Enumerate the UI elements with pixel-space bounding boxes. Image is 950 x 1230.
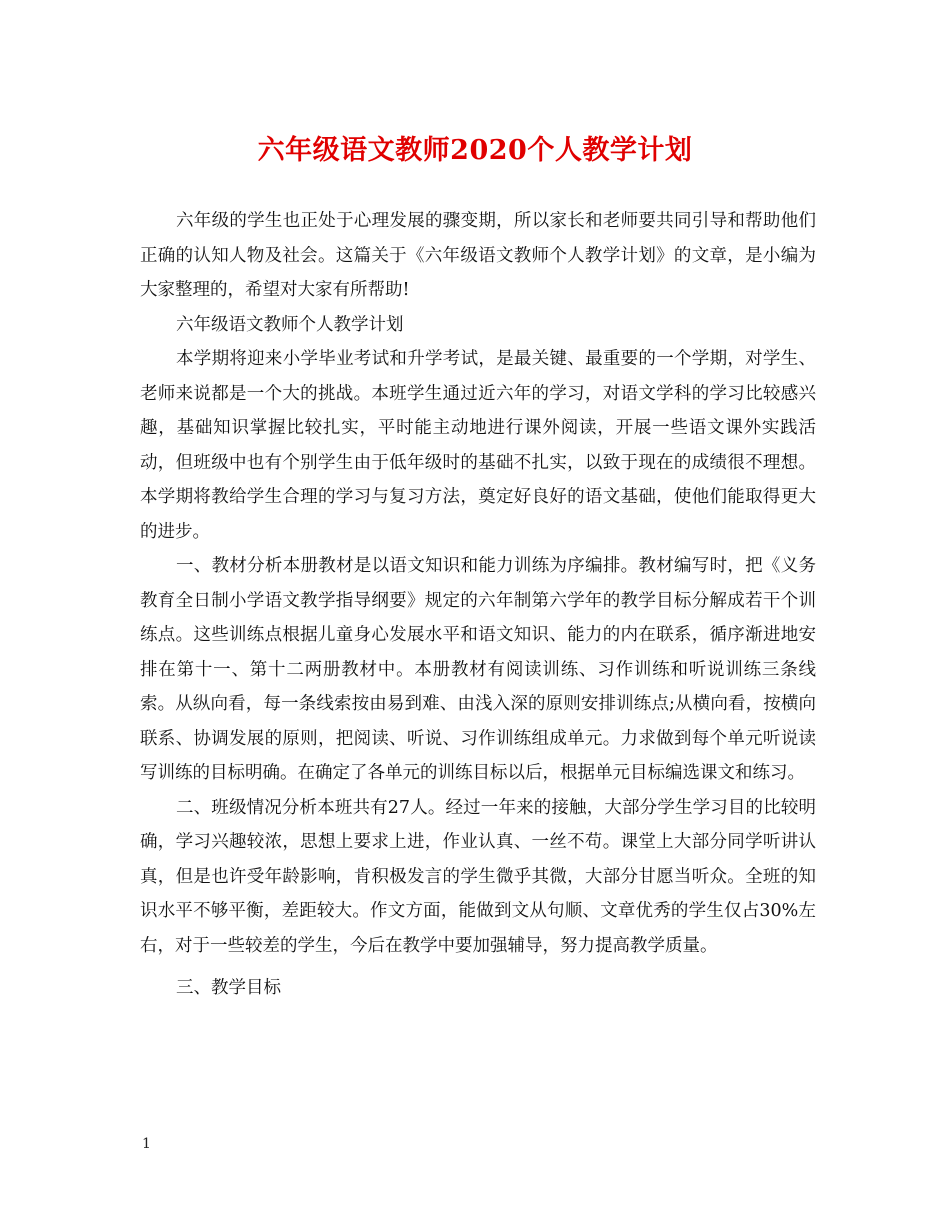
paragraph-class-analysis: 二、班级情况分析本班共有27人。经过一年来的接触，大部分学生学习目的比较明确，学习兴趣较浓，思想上要求上进，作业认真、一丝不苟。课堂上大部分同学听讲认真，但是也许受年龄影响，肯积极发言的学生微乎其微，大部分甘愿当听众。全班的知识水平不够平衡，差距较大。作文方面，能做到文从句顺、文章优秀的学生仅占30%左右，对于一些较差的学生，今后在教学中要加强辅导，努力提高教学质量。 [140, 797, 816, 956]
paragraph-intro: 六年级的学生也正处于心理发展的骤变期，所以家长和老师要共同引导和帮助他们正确的认知人物及社会。这篇关于《六年级语文教师个人教学计划》的文章，是小编为大家整理的，希望对大家有所帮助! [140, 211, 816, 300]
paragraph-textbook-analysis: 一、教材分析本册教材是以语文知识和能力训练为序编排。教材编写时，把《义务教育全日制小学语文教学指导纲要》规定的六年制第六学年的教学目标分解成若干个训练点。这些训练点根据儿童身心发展水平和语文知识、能力的内在联系，循序渐进地安排在第十一、第十二两册教材中。本册教材有阅读训练、习作训练和听说训练三条线索。从纵向看，每一条线索按由易到难、由浅入深的原则安排训练点;从横向看，按横向联系、协调发展的原则，把阅读、听说、习作训练组成单元。力求做到每个单元听说读写训练的目标明确。在确定了各单元的训练目标以后，根据单元目标编选课文和练习。 [140, 556, 816, 783]
paragraph-semester-overview: 本学期将迎来小学毕业考试和升学考试，是最关键、最重要的一个学期，对学生、老师来说都是一个大的挑战。本班学生通过近六年的学习，对语文学科的学习比较感兴趣，基础知识掌握比较扎实，平时能主动地进行课外阅读，开展一些语文课外实践活动，但班级中也有个别学生由于低年级时的基础不扎实，以致于现在的成绩很不理想。本学期将教给学生合理的学习与复习方法，奠定好良好的语文基础，使他们能取得更大的进步。 [140, 349, 816, 542]
paragraph-teaching-goals-heading: 三、教学目标 [176, 978, 281, 998]
document-title: 六年级语文教师2020个人教学计划 [257, 135, 693, 166]
paragraph-subtitle: 六年级语文教师个人教学计划 [176, 314, 404, 335]
page-number: 1 [142, 1136, 151, 1152]
document-body [140, 204, 816, 1006]
